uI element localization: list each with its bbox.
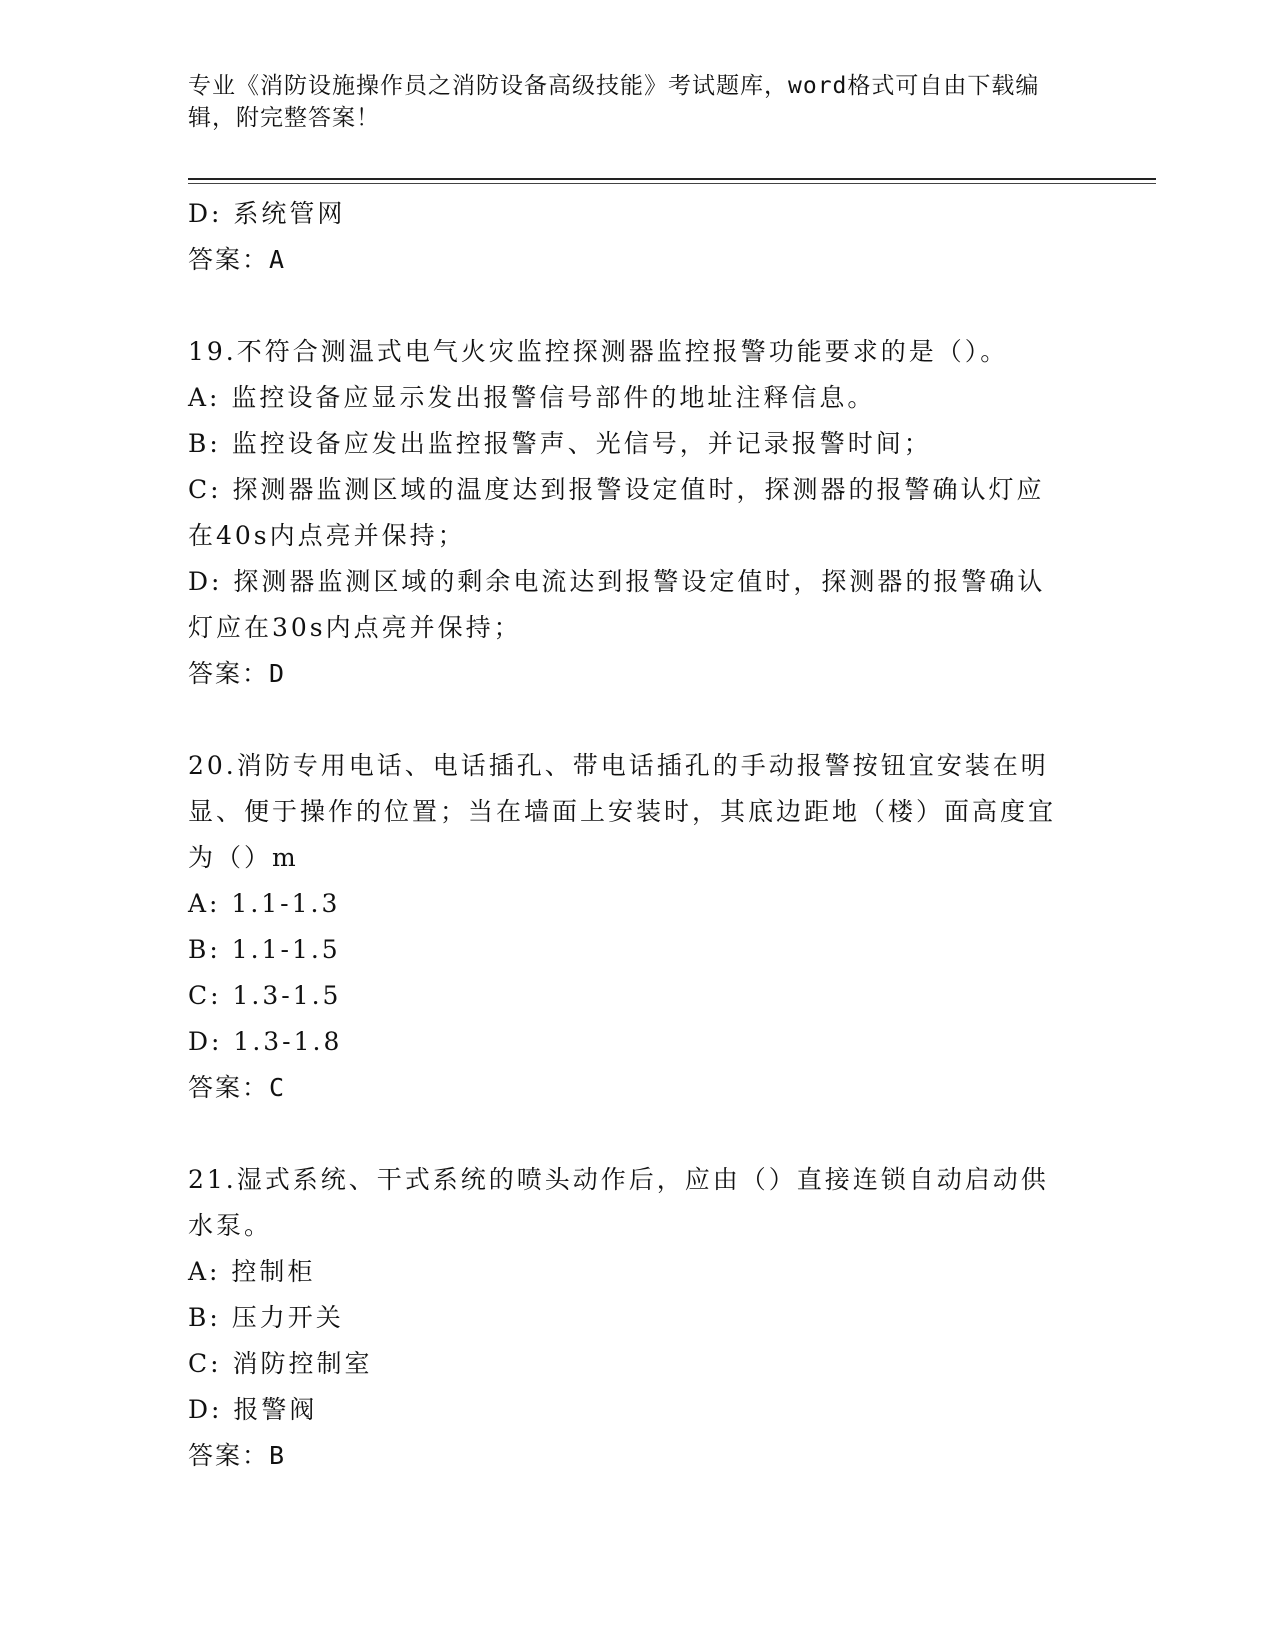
question-stem: 21.湿式系统、干式系统的喷头动作后，应由（）直接连锁自动启动供水泵。 (188, 1165, 1049, 1240)
question-stem: 19.不符合测温式电气火灾监控探测器监控报警功能要求的是（）。 (188, 337, 1009, 366)
option-d: D: 报警阀 (188, 1395, 318, 1424)
spacer (188, 697, 1068, 743)
option-c: C: 消防控制室 (188, 1349, 373, 1378)
option-c: C: 1.3-1.5 (188, 981, 342, 1010)
option-d: D: 1.3-1.8 (188, 1027, 343, 1056)
option-d: D: 探测器监测区域的剩余电流达到报警设定值时，探测器的报警确认灯应在30s内点亮并保持； (188, 567, 1046, 642)
option-a: A: 控制柜 (188, 1257, 316, 1286)
option-b: B: 1.1-1.5 (188, 935, 341, 964)
answer-line: 答案：C (188, 1073, 287, 1102)
header-divider (188, 178, 1156, 180)
question-content (188, 191, 1068, 1479)
option-c: C: 探测器监测区域的温度达到报警设定值时，探测器的报警确认灯应在40s内点亮并保持； (188, 475, 1045, 550)
question-21 (188, 1157, 1068, 1479)
option-b: B: 监控设备应发出监控报警声、光信号，并记录报警时间； (188, 429, 932, 458)
spacer (188, 1111, 1068, 1157)
answer-line: 答案：D (188, 659, 287, 688)
question-20 (188, 743, 1068, 1111)
spacer (188, 283, 1068, 329)
option-d: D: 系统管网 (188, 199, 346, 228)
header-divider-thin (188, 183, 1156, 184)
question-19 (188, 329, 1068, 697)
question-stem: 20.消防专用电话、电话插孔、带电话插孔的手动报警按钮宜安装在明显、便于操作的位置；当在墙面上安装时，其底边距地（楼）面高度宜为（）m (188, 751, 1057, 872)
answer-line: 答案：A (188, 245, 287, 274)
answer-line: 答案：B (188, 1441, 287, 1470)
option-b: B: 压力开关 (188, 1303, 344, 1332)
option-a: A: 1.1-1.3 (188, 889, 341, 918)
option-a: A: 监控设备应显示发出报警信号部件的地址注释信息。 (188, 383, 876, 412)
document-header: 专业《消防设施操作员之消防设备高级技能》考试题库，word格式可自由下载编辑，附完整答案！ (188, 73, 1040, 131)
